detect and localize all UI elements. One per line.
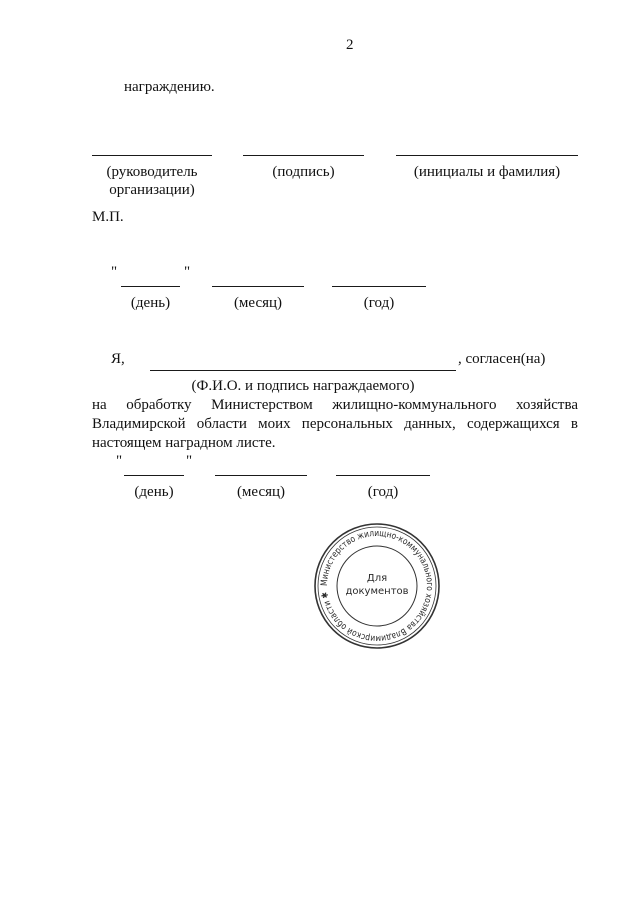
continued-text: награждению.	[124, 79, 215, 95]
date1-quote-open: "	[111, 264, 118, 280]
consent-prefix: Я,	[111, 351, 125, 367]
label-signature: (подпись)	[272, 164, 335, 180]
date2-day-label: (день)	[134, 484, 174, 500]
date1-day-label: (день)	[130, 295, 171, 311]
consent-suffix: , согласен(на)	[458, 351, 546, 367]
round-stamp	[313, 522, 441, 650]
signature-line-name	[396, 155, 578, 156]
consent-name-line	[150, 370, 456, 371]
stamp-center-line1: Для	[366, 573, 388, 584]
date1-quote-close: "	[184, 264, 191, 280]
date1-day-line	[121, 286, 180, 287]
date2-year-line	[336, 475, 430, 476]
date2-month-line	[215, 475, 307, 476]
consent-name-caption: (Ф.И.О. и подпись награждаемого)	[191, 378, 415, 394]
label-position: (руководитель организации)	[106, 164, 198, 198]
signature-line-position	[92, 155, 212, 156]
date2-day-line	[124, 475, 184, 476]
date2-month-label: (месяц)	[236, 484, 286, 500]
label-initials-surname: (инициалы и фамилия)	[413, 164, 561, 180]
date1-month-line	[212, 286, 304, 287]
stamp-center-line2: документов	[345, 586, 409, 597]
date1-year-line	[332, 286, 426, 287]
date1-month-label: (месяц)	[233, 295, 283, 311]
date1-year-label: (год)	[363, 295, 395, 311]
date2-year-label: (год)	[367, 484, 399, 500]
consent-body: на обработку Министерством жилищно-коммунального хозяйства Владимирской области моих персональных данных, содержащихся в настоящем наградном листе.	[92, 397, 578, 451]
date2-quote-open: "	[116, 453, 123, 469]
stamp-graphic	[313, 522, 441, 650]
seal-mark: М.П.	[92, 209, 124, 225]
date2-quote-close: "	[186, 453, 193, 469]
stamp-ring-text: Министерство жилищно-коммунального хозяйства Владимирской области ✱	[319, 528, 435, 644]
signature-line-signature	[243, 155, 364, 156]
page-number: 2	[346, 37, 354, 53]
